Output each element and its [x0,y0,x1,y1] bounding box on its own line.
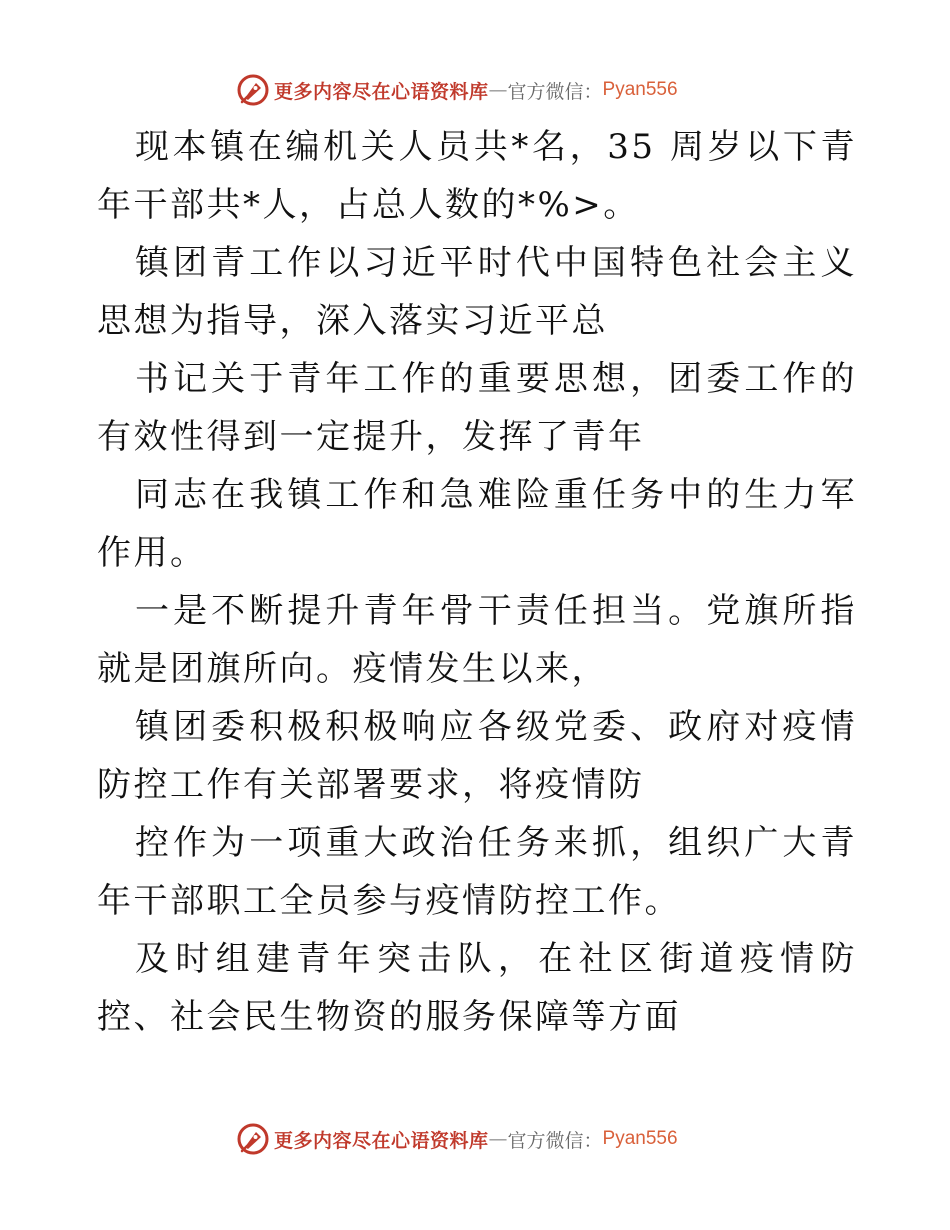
footer-banner [236,1119,756,1159]
banner-wechat-id: Pyan556 [602,79,678,100]
banner-dash: — [488,79,508,101]
banner-title: 更多内容尽在心语资料库 [274,80,489,103]
paragraph: 及时组建青年突击队，在社区街道疫情防控、社会民生物资的服务保障等方面 [97,939,857,1037]
pen-nib-logo-icon [236,73,270,107]
banner-wechat-label: 官方微信： [507,80,603,103]
banner-wechat-id: Pyan556 [602,1128,678,1149]
header-banner [236,70,756,110]
banner-title: 更多内容尽在心语资料库 [274,1129,489,1152]
paragraph: 现本镇在编机关人员共*名，35 周岁以下青年干部共*人，占总人数的*%>。 [97,127,857,225]
paragraph: 控作为一项重大政治任务来抓，组织广大青年干部职工全员参与疫情防控工作。 [97,823,857,921]
pen-nib-logo-icon [236,1122,270,1156]
paragraph: 一是不断提升青年骨干责任担当。党旗所指就是团旗所向。疫情发生以来， [97,591,857,689]
banner-wechat-label: 官方微信： [507,1129,603,1152]
paragraph: 书记关于青年工作的重要思想，团委工作的有效性得到一定提升，发挥了青年 [97,359,857,457]
document-body [97,118,857,1046]
paragraph: 镇团青工作以习近平时代中国特色社会主义思想为指导，深入落实习近平总 [97,243,857,341]
paragraph: 镇团委积极积极响应各级党委、政府对疫情防控工作有关部署要求，将疫情防 [97,707,857,805]
banner-dash: — [488,1128,508,1150]
paragraph: 同志在我镇工作和急难险重任务中的生力军作用。 [97,475,857,573]
